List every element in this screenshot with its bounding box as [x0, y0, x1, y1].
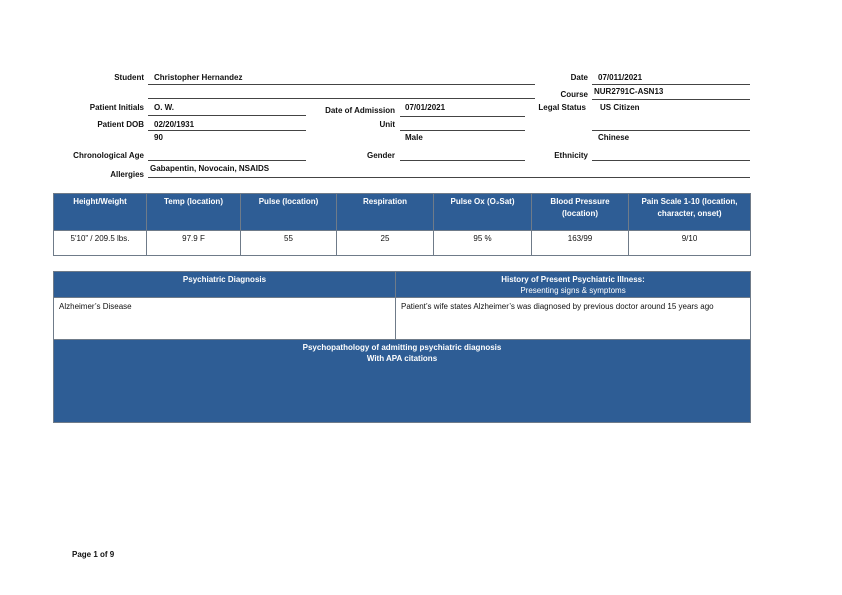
date-of-admission-value[interactable]: 07/01/2021 — [405, 103, 446, 112]
vitals-header-respiration: Respiration — [337, 194, 434, 231]
patient-initials-value[interactable]: O. W. — [154, 103, 174, 112]
legal-status-value[interactable]: US Citizen — [600, 103, 640, 112]
gender-line — [400, 160, 525, 161]
student-second-line — [148, 98, 535, 99]
allergies-label: Allergies — [110, 170, 144, 179]
history-title: History of Present Psychiatric Illness: — [501, 275, 645, 284]
vitals-header-row — [54, 194, 751, 231]
vitals-header-pulse-ox: Pulse Ox (O₂Sat) — [434, 194, 532, 231]
vitals-pulse-ox[interactable]: 95 % — [434, 231, 532, 256]
vitals-header-pain-scale: Pain Scale 1-10 (location, character, onset) — [629, 194, 751, 231]
vitals-temp[interactable]: 97.9 F — [147, 231, 241, 256]
psychopathology-cell[interactable] — [54, 340, 751, 423]
psychiatric-table — [53, 271, 751, 423]
legal-status-line — [592, 130, 750, 131]
age-value[interactable]: 90 — [154, 133, 163, 142]
age-line — [148, 160, 306, 161]
patient-dob-line — [148, 130, 306, 131]
vitals-height-weight[interactable]: 5'10” / 209.5 lbs. — [54, 231, 147, 256]
date-label: Date — [570, 73, 588, 82]
patient-dob-label: Patient DOB — [97, 120, 144, 129]
chronological-age-label: Chronological Age — [73, 151, 144, 160]
vitals-header-pulse: Pulse (location) — [241, 194, 337, 231]
date-of-admission-line — [400, 116, 525, 117]
history-value[interactable]: Patient’s wife states Alzheimer’s was diagnosed by previous doctor around 15 years ago — [396, 298, 751, 340]
allergies-line — [148, 177, 750, 178]
unit-label: Unit — [379, 120, 395, 129]
student-value[interactable]: Christopher Hernandez — [154, 73, 243, 82]
vitals-header-temp: Temp (location) — [147, 194, 241, 231]
vitals-header-height-weight: Height/Weight — [54, 194, 147, 231]
vitals-pain-scale[interactable]: 9/10 — [629, 231, 751, 256]
vitals-pulse[interactable]: 55 — [241, 231, 337, 256]
psychopathology-subtitle: With APA citations — [366, 354, 438, 363]
ethnicity-value[interactable]: Chinese — [598, 133, 630, 142]
course-value[interactable]: NUR2791C-ASN13 — [594, 87, 664, 96]
gender-value[interactable]: Male — [405, 133, 423, 142]
date-line — [592, 84, 750, 85]
student-label: Student — [114, 73, 144, 82]
history-header — [396, 272, 751, 298]
date-value[interactable]: 07/011/2021 — [598, 73, 643, 82]
legal-status-label: Legal Status — [538, 103, 586, 112]
date-of-admission-label: Date of Admission — [325, 106, 395, 115]
gender-label: Gender — [366, 151, 395, 160]
vitals-header-blood-pressure: Blood Pressure (location) — [532, 194, 629, 231]
page-number: Page 1 of 9 — [72, 550, 115, 559]
student-line — [148, 84, 535, 85]
vitals-table — [53, 193, 751, 256]
psychiatric-diagnosis-value[interactable]: Alzheimer’s Disease — [54, 298, 396, 340]
psychiatric-diagnosis-title: Psychiatric Diagnosis — [182, 275, 267, 284]
psychopathology-title: Psychopathology of admitting psychiatric diagnosis — [302, 343, 502, 352]
unit-line — [400, 130, 525, 131]
psych-value-row — [54, 298, 751, 340]
ethnicity-label: Ethnicity — [554, 151, 588, 160]
patient-initials-label: Patient Initials — [89, 103, 144, 112]
history-subtitle: Presenting signs & symptoms — [520, 286, 626, 295]
psychopathology-row — [54, 340, 751, 423]
course-line — [592, 99, 750, 100]
ethnicity-line — [592, 160, 750, 161]
patient-initials-line — [148, 115, 306, 116]
vitals-blood-pressure[interactable]: 163/99 — [532, 231, 629, 256]
allergies-value[interactable]: Gabapentin, Novocain, NSAIDS — [150, 164, 270, 173]
vitals-value-row — [54, 231, 751, 256]
patient-dob-value[interactable]: 02/20/1931 — [154, 120, 195, 129]
psychiatric-diagnosis-header — [54, 272, 396, 298]
vitals-respiration[interactable]: 25 — [337, 231, 434, 256]
course-label: Course — [560, 90, 588, 99]
psych-header-row — [54, 272, 751, 298]
